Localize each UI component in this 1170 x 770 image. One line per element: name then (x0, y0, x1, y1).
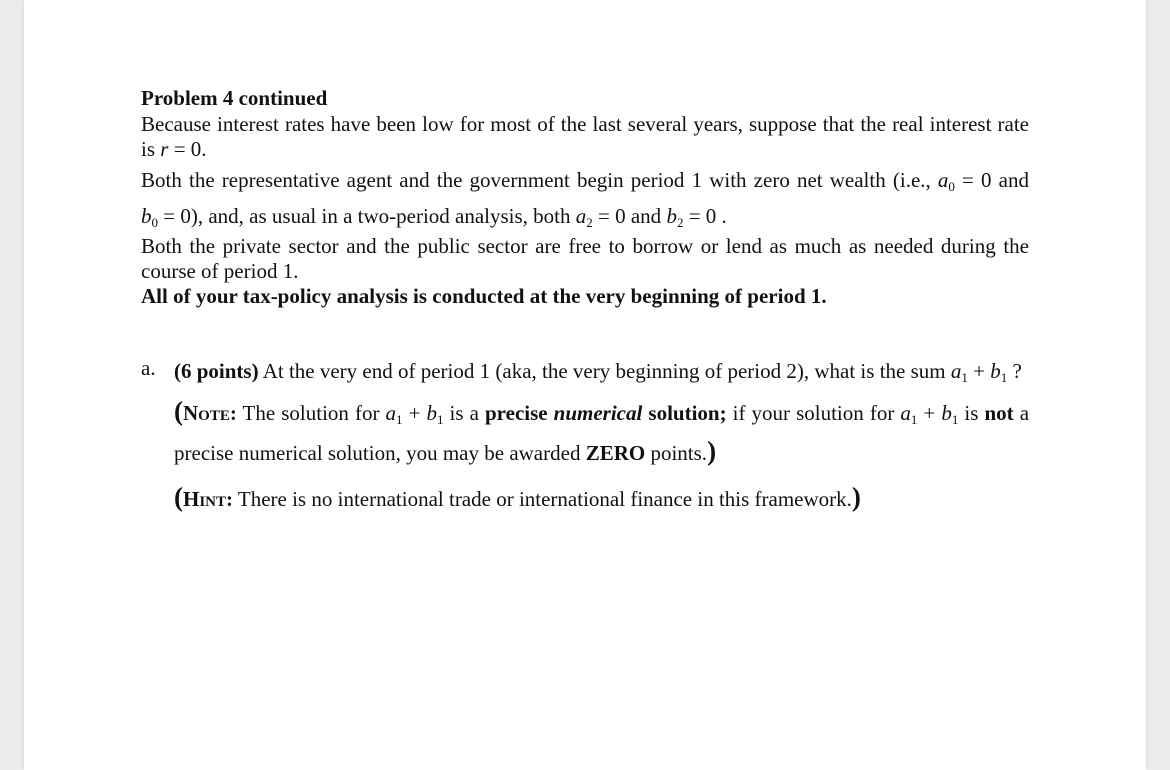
subscript: 1 (396, 412, 403, 427)
math-var-a1: a (385, 401, 397, 425)
text: At the very end of period 1 (aka, the very beginning of period 2), what is the sum (258, 359, 951, 383)
math-eq: = 0 (158, 204, 191, 228)
hint-close-paren: ) (851, 482, 861, 512)
hint-label: Hint: (183, 487, 234, 511)
text: and (998, 168, 1029, 192)
note-label: Note: (183, 401, 237, 425)
math-var-b1: b (941, 401, 952, 425)
text: Both the representative agent and the government begin period 1 with zero net wealth (i.e., (141, 168, 938, 192)
document-page (24, 0, 1146, 770)
math-var-r: r (160, 137, 169, 161)
subscript: 1 (910, 412, 918, 427)
math-plus: + (917, 401, 942, 425)
hint-open-paren: ( (174, 482, 183, 512)
math-var-b1: b (990, 359, 1001, 383)
subscript: 1 (1000, 370, 1008, 385)
text: and (625, 204, 667, 228)
subscript: 2 (676, 215, 684, 230)
math-eq: = 0 (592, 204, 626, 228)
math-var-a1: a (950, 359, 962, 383)
text: ? (1007, 359, 1022, 383)
text: is (958, 401, 985, 425)
question-letter: a. (141, 356, 156, 380)
text: = 0. (168, 137, 207, 161)
subscript: 1 (436, 412, 444, 427)
text: There is no international trade or international finance in this framework. (233, 487, 852, 511)
emph-numerical: numerical (553, 401, 643, 425)
subscript: 0 (948, 179, 955, 194)
math-var-a0: a (937, 168, 949, 192)
math-var-a1: a (900, 401, 911, 425)
subscript: 1 (961, 370, 968, 385)
question-a-text (174, 356, 1029, 386)
emph-precise: precise (485, 401, 548, 425)
math-plus: + (402, 401, 427, 425)
math-var-b0: b (141, 204, 152, 228)
paragraph-borrowing: Both the private sector and the public sector are free to borrow or lend as much as needed during the course of period 1. (141, 234, 1029, 283)
note-close-paren: ) (707, 436, 717, 466)
paragraph-initial-wealth (141, 162, 1029, 234)
math-var-b2: b (666, 204, 677, 228)
text: if your solution for (726, 401, 901, 425)
text: points. (645, 441, 708, 465)
subscript: 0 (151, 215, 158, 230)
math-var-b1: b (426, 401, 437, 425)
math-eq: = 0 . (683, 204, 727, 228)
emph-zero: ZERO (585, 441, 646, 465)
document-content (141, 84, 1029, 518)
emph-solution: solution; (648, 401, 727, 425)
math-eq: = 0 (954, 168, 992, 192)
question-a (141, 356, 1029, 518)
text: is a (443, 401, 485, 425)
paragraph-tax-policy: All of your tax-policy analysis is conducted at the very beginning of period 1. (141, 284, 827, 308)
text: a precise numerical solution, you may be awarded (174, 401, 1030, 465)
problem-heading: Problem 4 continued (141, 86, 328, 110)
text: ), and, as usual in a two-period analysis, both (190, 204, 576, 228)
question-points: (6 points) (174, 359, 259, 383)
paragraph-interest-rate (141, 112, 1029, 162)
math-plus: + (967, 359, 991, 383)
hint-paragraph (174, 478, 1029, 518)
text: The solution for (236, 401, 386, 425)
emph-not: not (984, 401, 1014, 425)
note-paragraph (174, 392, 1029, 472)
subscript: 2 (586, 215, 593, 230)
math-var-a2: a (575, 204, 587, 228)
text: Because interest rates have been low for most of the last several years, suppose that the real interest rate is (141, 112, 1029, 161)
subscript: 1 (951, 412, 959, 427)
note-open-paren: ( (174, 396, 183, 426)
